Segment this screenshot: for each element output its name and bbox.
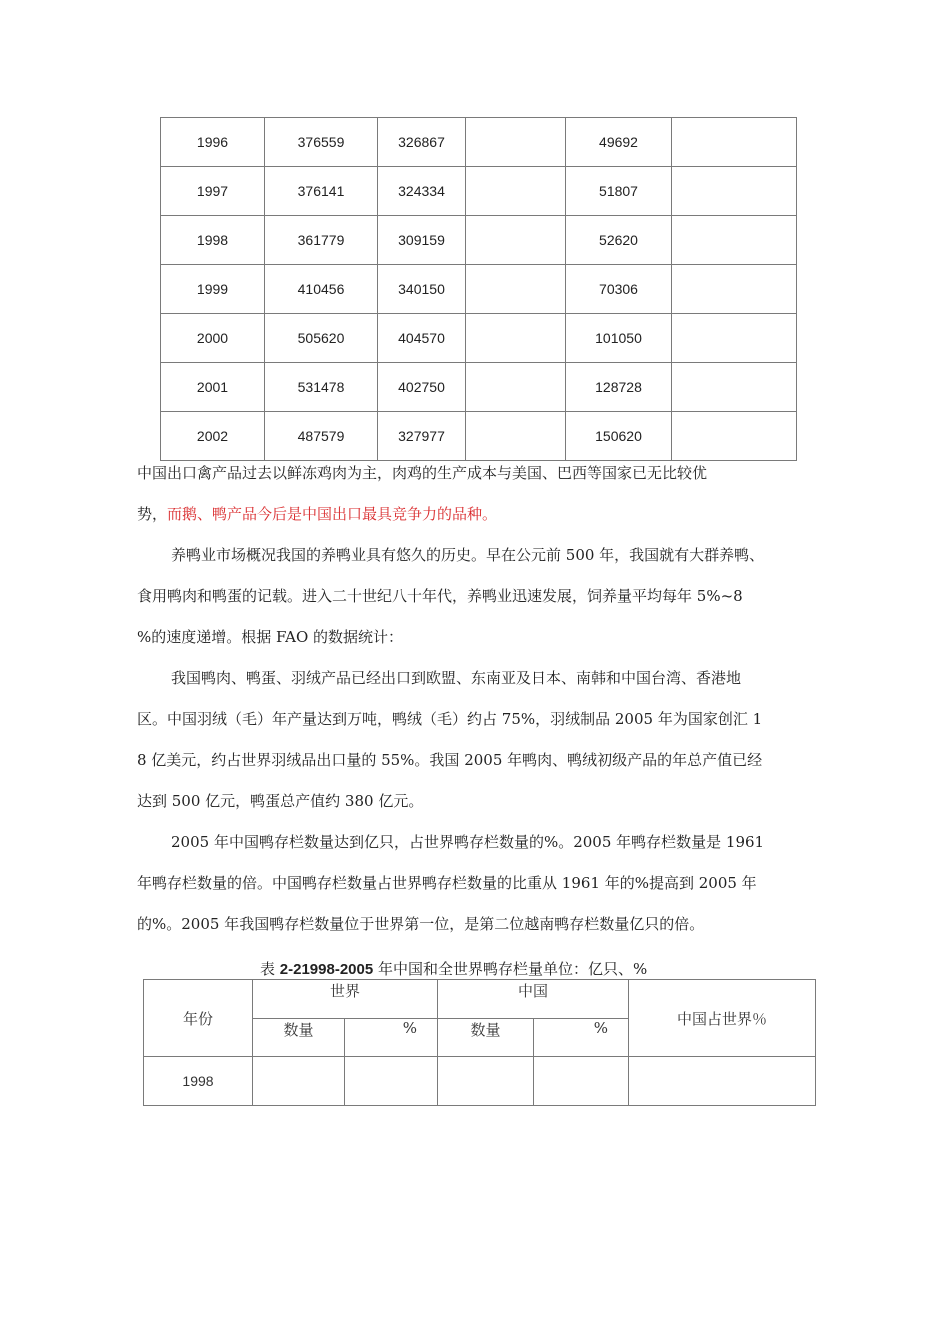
paragraph-duck-stock: 2005 年中国鸭存栏数量达到亿只，占世界鸭存栏数量的%。2005 年鸭存栏数量是 1961 年鸭存栏数量的倍。中国鸭存栏数量占世界鸭存栏数量的比重从 1961 年的%提高到 2005 年 的%。2005 年我国鸭存栏数量位于世界第一位，是第二位越南鸭存栏数量亿只的倍。 <box>137 833 765 933</box>
year-cell: 1998 <box>161 216 265 265</box>
empty-cell <box>466 363 566 412</box>
year-cell: 2000 <box>161 314 265 363</box>
year-cell: 1999 <box>161 265 265 314</box>
value-cell <box>438 1057 534 1106</box>
value-cell: 128728 <box>566 363 672 412</box>
table-row <box>161 118 797 167</box>
value-cell: 327977 <box>378 412 466 461</box>
header-share: 中国占世界％ <box>629 980 816 1057</box>
table-number: 2-21998-2005 <box>279 961 374 978</box>
empty-cell <box>672 314 797 363</box>
table-row <box>161 265 797 314</box>
value-cell: 376141 <box>265 167 378 216</box>
value-cell: 340150 <box>378 265 466 314</box>
subheader-china-qty: 数量 <box>438 1018 534 1057</box>
value-cell: 52620 <box>566 216 672 265</box>
paragraph-duck-market: 养鸭业市场概况我国的养鸭业具有悠久的历史。早在公元前 500 年，我国就有大群养鸭、 食用鸭肉和鸭蛋的记载。进入二十世纪八十年代，养鸭业迅速发展，饲养量平均每年 5%~8 %的速度递增。根据 FAO 的数据统计： <box>137 546 765 646</box>
value-cell: 326867 <box>378 118 466 167</box>
subheader-world-pct: % <box>345 1018 438 1057</box>
empty-cell <box>672 167 797 216</box>
empty-cell <box>672 363 797 412</box>
value-cell: 49692 <box>566 118 672 167</box>
empty-cell <box>466 167 566 216</box>
value-cell <box>253 1057 345 1106</box>
table-row <box>144 1057 816 1106</box>
empty-cell <box>466 265 566 314</box>
value-cell: 402750 <box>378 363 466 412</box>
value-cell: 70306 <box>566 265 672 314</box>
value-cell: 51807 <box>566 167 672 216</box>
value-cell <box>629 1057 816 1106</box>
value-cell: 309159 <box>378 216 466 265</box>
subheader-china-pct: % <box>534 1018 629 1057</box>
paragraph-export-products: 中国出口禽产品过去以鲜冻鸡肉为主，肉鸡的生产成本与美国、巴西等国家已无比较优 势，而鹅、鸭产品今后是中国出口最具竞争力的品种。 <box>137 464 708 523</box>
empty-cell <box>672 216 797 265</box>
subheader-world-qty: 数量 <box>253 1018 345 1057</box>
production-table <box>160 117 797 461</box>
year-cell: 1996 <box>161 118 265 167</box>
value-cell: 324334 <box>378 167 466 216</box>
value-cell: 505620 <box>265 314 378 363</box>
value-cell: 101050 <box>566 314 672 363</box>
value-cell: 376559 <box>265 118 378 167</box>
header-china: 中国 <box>438 980 629 1019</box>
table-row <box>161 167 797 216</box>
empty-cell <box>672 118 797 167</box>
value-cell: 361779 <box>265 216 378 265</box>
duck-stock-table <box>143 979 816 1106</box>
year-cell: 1997 <box>161 167 265 216</box>
year-cell: 2002 <box>161 412 265 461</box>
highlighted-text: 而鹅、鸭产品今后是中国出口最具竞争力的品种。 <box>167 505 498 523</box>
table-row <box>161 363 797 412</box>
year-cell: 2001 <box>161 363 265 412</box>
value-cell: 150620 <box>566 412 672 461</box>
header-world: 世界 <box>253 980 438 1019</box>
empty-cell <box>466 216 566 265</box>
empty-cell <box>672 265 797 314</box>
value-cell: 487579 <box>265 412 378 461</box>
value-cell <box>534 1057 629 1106</box>
value-cell: 531478 <box>265 363 378 412</box>
value-cell: 410456 <box>265 265 378 314</box>
header-row <box>144 980 816 1019</box>
paragraph-down-exports: 我国鸭肉、鸭蛋、羽绒产品已经出口到欧盟、东南亚及日本、南韩和中国台湾、香港地 区。中国羽绒（毛）年产量达到万吨，鸭绒（毛）约占 75%，羽绒制品 2005 年为国家创汇 1 8 亿美元，约占世界羽绒品出口量的 55%。我国 2005 年鸭肉、鸭绒初级产品的年总产值已经 达到 500 亿元，鸭蛋总产值约 380 亿元。 <box>137 669 763 810</box>
table-row <box>161 314 797 363</box>
header-year: 年份 <box>144 980 253 1057</box>
empty-cell <box>466 118 566 167</box>
year-cell: 1998 <box>144 1057 253 1106</box>
table-caption: 表 2-21998-2005 年中国和全世界鸭存栏量单位：亿只、% <box>260 960 648 978</box>
value-cell <box>345 1057 438 1106</box>
table-row <box>161 216 797 265</box>
empty-cell <box>466 314 566 363</box>
value-cell: 404570 <box>378 314 466 363</box>
